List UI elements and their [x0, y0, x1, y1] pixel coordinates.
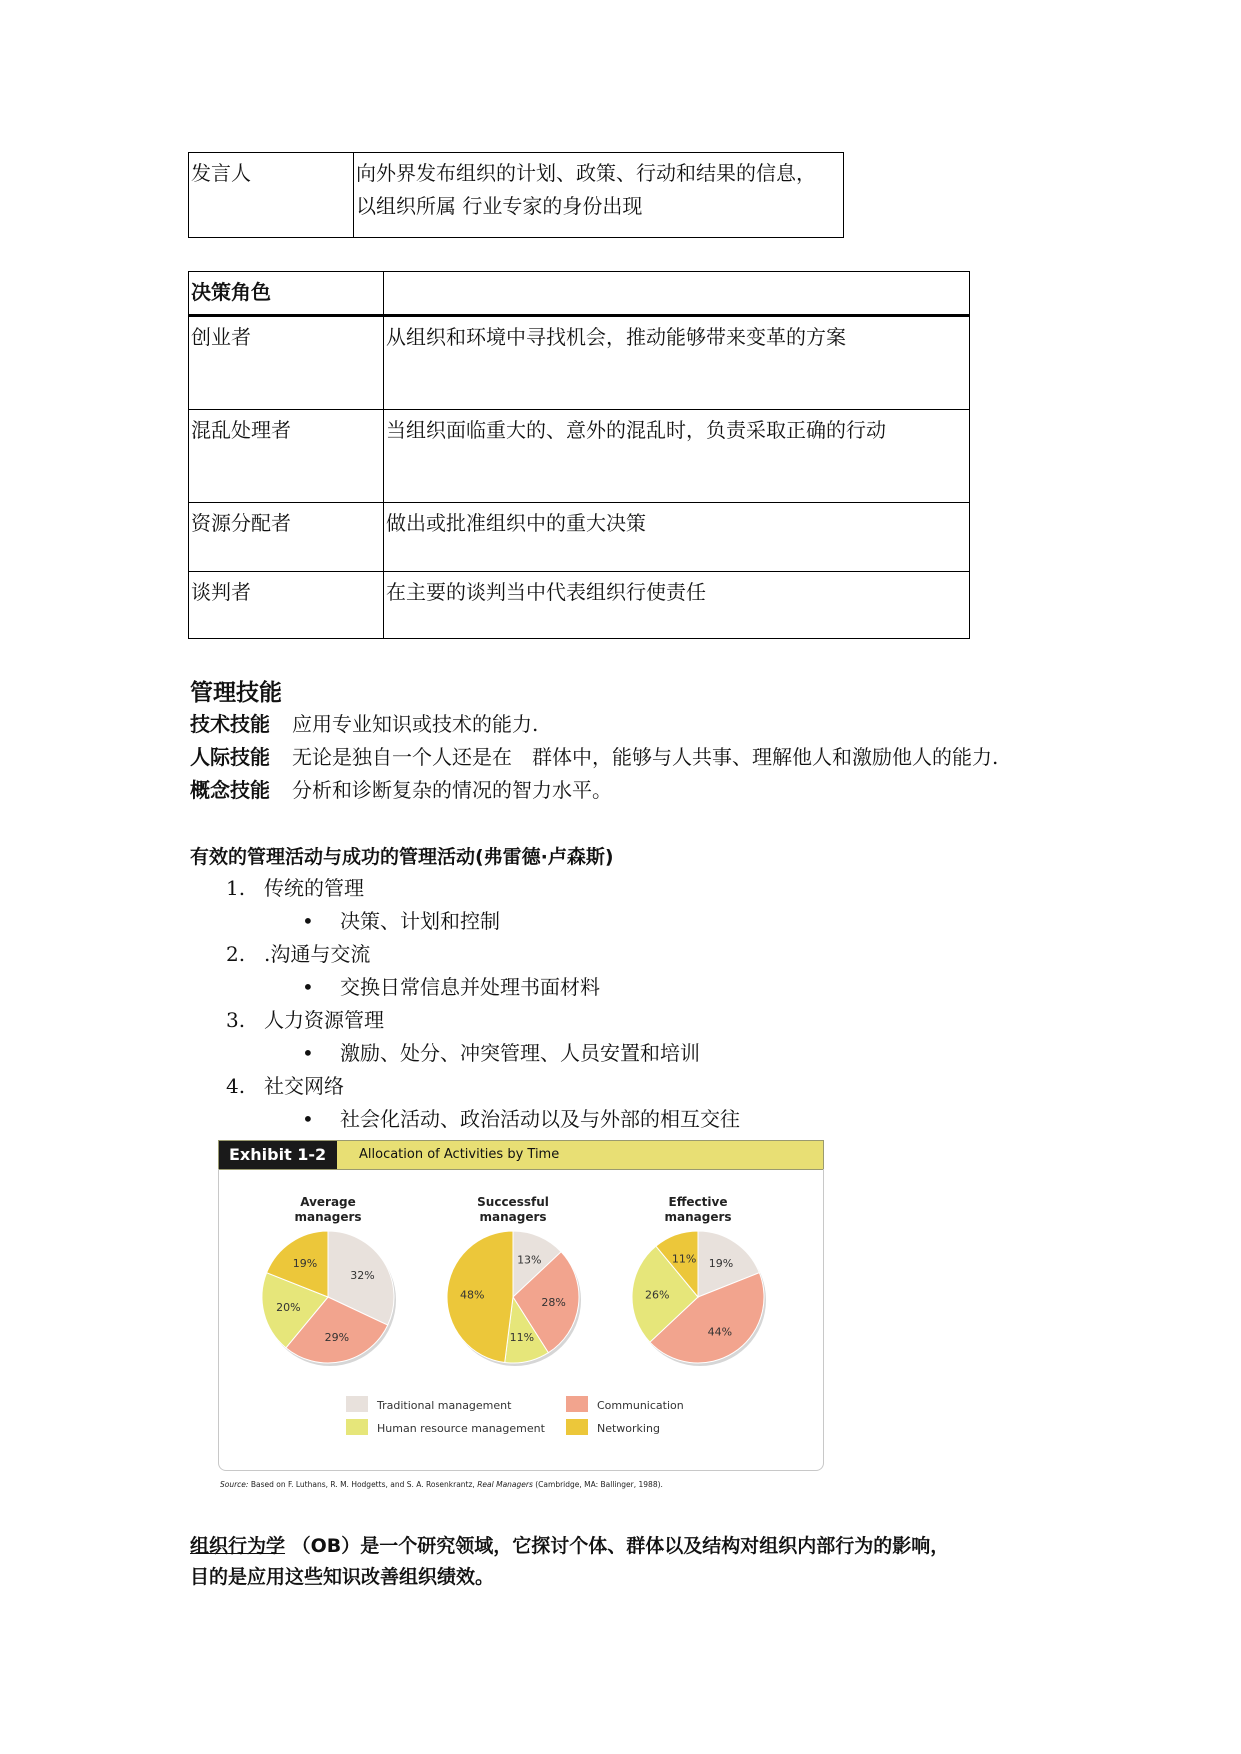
ob-definition-line — [190, 1562, 494, 1589]
list-number: 4. — [226, 1074, 246, 1098]
bullet-icon: • — [302, 1041, 314, 1065]
header-cell-empty — [384, 272, 970, 316]
list-item — [226, 1070, 344, 1099]
exhibit-tag: Exhibit 1-2 — [219, 1141, 337, 1169]
desc-line: 向外界发布组织的计划、政策、行动和结果的信息， — [356, 161, 816, 185]
exhibit-figure — [218, 1140, 824, 1470]
skill-term: 人际技能 — [190, 745, 270, 769]
list-bullet-text: 决策、计划和控制 — [340, 909, 500, 933]
bullet-icon: • — [302, 909, 314, 933]
list-number: 1. — [226, 876, 246, 900]
table-header-row — [189, 272, 970, 316]
legend-label: Traditional management — [377, 1399, 512, 1412]
ob-text: 目的是应用这些知识改善组织绩效。 — [190, 1566, 495, 1588]
exhibit-title: Allocation of Activities by Time — [359, 1147, 560, 1162]
skill-term: 技术技能 — [190, 712, 270, 736]
list-item — [226, 938, 370, 967]
skill-item — [190, 741, 998, 770]
pie-data-label: 29% — [324, 1330, 350, 1344]
role-cell: 发言人 — [189, 153, 354, 238]
list-title: 人力资源管理 — [264, 1008, 384, 1032]
pie-data-label: 19% — [292, 1257, 318, 1271]
pie-data-label: 32% — [350, 1269, 375, 1283]
table-row — [189, 153, 844, 238]
list-item — [226, 872, 364, 901]
desc-cell: 在主要的谈判当中代表组织行使责任 — [384, 572, 970, 639]
list-bullet-text: 社会化活动、政治活动以及与外部的相互交往 — [340, 1107, 740, 1131]
skill-desc: 无论是独自一个人还是在 群体中，能够与人共事、理解他人和激励他人的能力. — [292, 745, 999, 769]
header-cell: 决策角色 — [189, 272, 384, 316]
source-book: Real Managers — [477, 1480, 533, 1489]
table-row — [189, 572, 970, 639]
list-subitem — [302, 1037, 700, 1066]
pie-title: managers — [294, 1210, 362, 1224]
pie-data-label: 19% — [708, 1257, 734, 1271]
source-tail: (Cambridge, MA: Ballinger, 1988). — [532, 1480, 663, 1489]
figure-source — [220, 1480, 663, 1489]
skill-item — [190, 774, 612, 803]
source-prefix: Source: — [220, 1480, 249, 1489]
legend-label: Networking — [597, 1422, 660, 1435]
pie-data-label: 44% — [707, 1325, 733, 1339]
table-row — [189, 410, 970, 503]
legend-label: Communication — [597, 1399, 684, 1412]
list-item — [226, 1004, 384, 1033]
pie-data-label: 28% — [541, 1296, 566, 1310]
skill-term: 概念技能 — [190, 778, 270, 802]
list-title: 社交网络 — [264, 1074, 344, 1098]
pie-title: Successful — [477, 1195, 549, 1209]
legend-swatch — [566, 1396, 588, 1412]
role-cell: 创业者 — [189, 316, 384, 410]
ob-definition-line — [190, 1531, 949, 1558]
pie-data-label: 20% — [276, 1301, 301, 1315]
skill-item — [190, 708, 538, 737]
table-row — [189, 503, 970, 572]
list-title: .沟通与交流 — [264, 942, 371, 966]
legend-swatch — [346, 1419, 368, 1435]
pie-data-label: 13% — [517, 1253, 542, 1267]
section-heading-skills: 管理技能 — [190, 680, 282, 706]
table-row — [189, 316, 970, 410]
list-number: 2. — [226, 942, 246, 966]
pie-data-label: 11% — [509, 1330, 535, 1344]
list-bullet-text: 交换日常信息并处理书面材料 — [340, 975, 600, 999]
desc-cell — [354, 153, 844, 238]
desc-line: 以组织所属 行业专家的身份出现 — [356, 194, 643, 218]
list-subitem — [302, 905, 500, 934]
source-text: Based on F. Luthans, R. M. Hodgetts, and S. A. Rosenkrantz, — [248, 1480, 478, 1489]
list-bullet-text: 激励、处分、冲突管理、人员安置和培训 — [340, 1041, 700, 1065]
ob-term: 组织行为学 — [190, 1535, 286, 1557]
legend-swatch — [566, 1419, 588, 1435]
legend-swatch — [346, 1396, 368, 1412]
ob-text: （OB）是一个研究领域，它探讨个体、群体以及结构对组织内部行为的影响， — [285, 1535, 950, 1557]
desc-cell: 从组织和环境中寻找机会，推动能够带来变革的方案 — [384, 316, 970, 410]
pie-data-label: 48% — [459, 1288, 485, 1302]
list-number: 3. — [226, 1008, 246, 1032]
desc-cell: 当组织面临重大的、意外的混乱时，负责采取正确的行动 — [384, 410, 970, 503]
pie-data-label: 11% — [671, 1252, 697, 1266]
section-heading-activities: 有效的管理活动与成功的管理活动(弗雷德·卢森斯) — [190, 846, 614, 868]
pie-data-label: 26% — [644, 1288, 670, 1302]
skill-desc: 应用专业知识或技术的能力. — [292, 712, 539, 736]
legend-label: Human resource management — [377, 1422, 545, 1435]
pie-title: managers — [664, 1210, 732, 1224]
desc-cell: 做出或批准组织中的重大决策 — [384, 503, 970, 572]
role-cell: 谈判者 — [189, 572, 384, 639]
skill-desc: 分析和诊断复杂的情况的智力水平。 — [292, 778, 612, 802]
spokesperson-table — [188, 152, 844, 238]
list-title: 传统的管理 — [264, 876, 364, 900]
pie-title: managers — [479, 1210, 547, 1224]
pie-charts — [218, 1140, 824, 1470]
bullet-icon: • — [302, 1107, 314, 1131]
decision-roles-table — [188, 271, 970, 639]
bullet-icon: • — [302, 975, 314, 999]
role-cell: 资源分配者 — [189, 503, 384, 572]
role-cell: 混乱处理者 — [189, 410, 384, 503]
pie-title: Effective — [668, 1195, 728, 1209]
pie-title: Average — [300, 1195, 356, 1209]
list-subitem — [302, 1103, 740, 1132]
list-subitem — [302, 971, 600, 1000]
